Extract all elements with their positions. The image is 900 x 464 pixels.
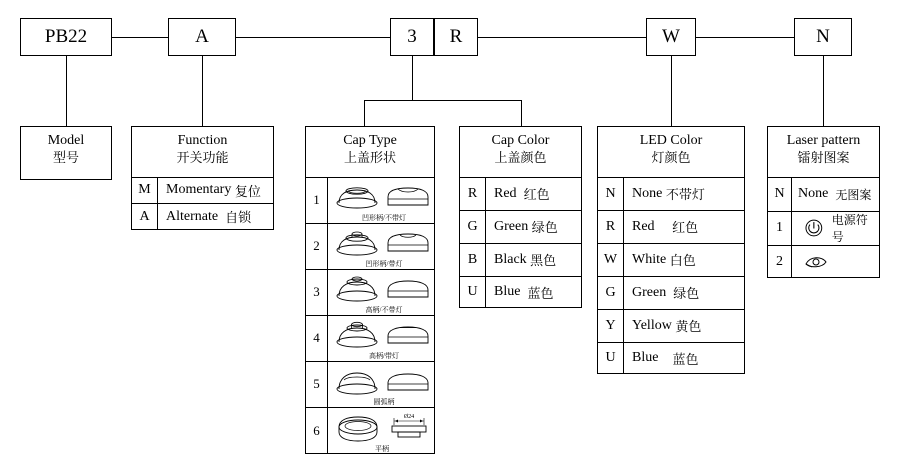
cap-type-pics-2 (328, 223, 434, 269)
connector-capcolor-ledcolor (478, 37, 646, 38)
code-box-laser-pattern (794, 18, 852, 56)
cap-color-code-g: G (460, 210, 486, 243)
leader-laser (823, 56, 824, 126)
panel-led-color-title-en: LED Color (639, 133, 703, 148)
panel-laser-pattern-title (768, 127, 879, 166)
panel-laser-pattern-title-cn: 镭射图案 (797, 150, 850, 165)
cap-color-code-u: U (460, 276, 486, 308)
led-color-en-w: White (632, 251, 667, 267)
cap-type-pics-5 (328, 361, 434, 407)
cap-type-caption-2: 凹形柄/带灯 (365, 260, 403, 268)
cap-color-label-r (486, 177, 581, 210)
cap-icon-concave-side-1 (386, 185, 430, 207)
leader-captype-branch (364, 100, 522, 101)
panel-cap-color-title-en: Cap Color (491, 133, 550, 148)
cap-type-row-5 (306, 361, 434, 407)
function-option-code-m: M (132, 177, 158, 203)
cap-icon-round-side-5 (386, 372, 430, 392)
panel-laser-pattern (767, 126, 880, 278)
cap-color-cn-u: 蓝色 (527, 285, 554, 301)
led-color-code-g: G (598, 276, 624, 309)
led-color-en-y: Yellow (632, 317, 672, 333)
cap-color-en-u: Blue (494, 284, 521, 299)
leader-captype-stem (412, 56, 413, 100)
laser-label-2 (792, 245, 879, 278)
cap-icon-tall-lit-side-4 (386, 324, 430, 345)
led-color-cn-r: 红色 (672, 220, 699, 235)
function-option-label-a (158, 203, 273, 230)
cap-color-row-r (460, 177, 581, 210)
code-box-cap-type (390, 18, 434, 56)
cap-type-row-6 (306, 407, 434, 454)
led-color-row-n (598, 177, 744, 210)
led-color-code-y: Y (598, 309, 624, 342)
cap-type-code-1: 1 (306, 177, 328, 223)
led-color-row-u (598, 342, 744, 374)
cap-type-code-4: 4 (306, 315, 328, 361)
led-color-cn-n: 不带灯 (665, 187, 705, 202)
cap-color-en-r: Red (494, 185, 517, 201)
cap-color-row-g (460, 210, 581, 243)
panel-led-color-title (598, 127, 744, 166)
led-color-en-u: Blue (632, 350, 659, 365)
svg-text:Ø24: Ø24 (403, 414, 415, 420)
laser-label-n (792, 177, 879, 211)
code-text-cap-type: 3 (407, 26, 417, 47)
function-option-row-m (132, 177, 273, 203)
laser-cn-n: 无图案 (835, 187, 872, 202)
cap-color-en-g: Green (494, 218, 529, 234)
function-option-cn-a: 自锁 (225, 210, 252, 225)
led-color-cn-u: 蓝色 (672, 351, 699, 367)
panel-function-title-cn: 开关功能 (176, 150, 229, 165)
code-text-function: A (195, 26, 209, 47)
eye-symbol-icon (804, 253, 828, 271)
led-color-label-r (624, 210, 744, 243)
laser-row-n (768, 177, 879, 211)
panel-cap-color (459, 126, 582, 308)
cap-color-label-b (486, 243, 581, 276)
led-color-row-r (598, 210, 744, 243)
code-text-laser-pattern: N (816, 26, 830, 47)
function-option-label-m (158, 177, 273, 203)
panel-led-color-title-cn: 灯颜色 (651, 150, 691, 165)
cap-icon-flat-3d-6 (336, 415, 380, 443)
panel-model-title-en: Model (47, 133, 85, 148)
power-symbol-icon (804, 218, 824, 238)
code-box-led-color (646, 18, 696, 56)
function-option-row-a (132, 203, 273, 230)
laser-row-2 (768, 245, 879, 278)
cap-type-row-3 (306, 269, 434, 315)
laser-code-2: 2 (768, 245, 792, 278)
laser-code-n: N (768, 177, 792, 211)
cap-color-code-r: R (460, 177, 486, 210)
laser-en-n: None (798, 186, 829, 201)
cap-icon-tall-3d-3 (334, 274, 380, 302)
led-color-code-w: W (598, 243, 624, 276)
cap-icon-tall-lit-3d-4 (334, 320, 380, 348)
cap-type-code-3: 3 (306, 269, 328, 315)
cap-color-row-u (460, 276, 581, 308)
function-option-code-a: A (132, 203, 158, 230)
cap-color-label-u (486, 276, 581, 308)
code-box-cap-color (434, 18, 478, 56)
cap-type-code-6: 6 (306, 407, 328, 454)
cap-type-caption-3: 高柄/不带灯 (365, 306, 403, 314)
cap-type-pics-3 (328, 269, 434, 315)
cap-type-caption-4: 高柄/带灯 (369, 352, 399, 360)
cap-type-pics-4 (328, 315, 434, 361)
cap-type-caption-1: 凹形柄/不带灯 (362, 214, 406, 222)
code-text-model: PB22 (44, 26, 88, 47)
led-color-label-u (624, 342, 744, 374)
panel-model (20, 126, 112, 180)
cap-type-code-2: 2 (306, 223, 328, 269)
cap-type-caption-5: 圆弧柄 (373, 398, 395, 406)
cap-color-row-b (460, 243, 581, 276)
cap-type-row-2 (306, 223, 434, 269)
cap-icon-concave-3d-1 (334, 183, 380, 209)
cap-type-pics-1 (328, 177, 434, 223)
cap-color-en-b: Black (494, 251, 527, 267)
cap-type-code-5: 5 (306, 361, 328, 407)
connector-model-function (112, 37, 168, 38)
led-color-en-n: None (632, 185, 663, 201)
connector-function-captype (236, 37, 390, 38)
code-box-model (20, 18, 112, 56)
panel-function (131, 126, 274, 230)
panel-cap-type (305, 126, 435, 454)
led-color-cn-g: 绿色 (673, 286, 700, 301)
led-color-cn-w: 白色 (669, 253, 696, 268)
panel-cap-type-title (306, 127, 434, 166)
cap-type-row-1 (306, 177, 434, 223)
code-text-led-color: W (662, 26, 680, 47)
function-option-cn-m: 复位 (234, 183, 261, 199)
cap-type-caption-6: 平柄 (375, 445, 389, 453)
led-color-en-g: Green (632, 284, 667, 300)
leader-model (66, 56, 67, 126)
led-color-code-u: U (598, 342, 624, 374)
led-color-row-g (598, 276, 744, 309)
led-color-en-r: Red (632, 218, 655, 234)
panel-cap-type-title-cn: 上盖形状 (343, 150, 396, 165)
laser-code-1: 1 (768, 211, 792, 245)
led-color-label-n (624, 177, 744, 210)
code-box-function (168, 18, 236, 56)
led-color-code-n: N (598, 177, 624, 210)
panel-led-color (597, 126, 745, 374)
function-option-en-a: Alternate (166, 208, 219, 224)
led-color-label-g (624, 276, 744, 309)
cap-icon-round-3d-5 (334, 369, 380, 395)
panel-model-title (21, 127, 111, 166)
laser-label-1 (792, 211, 879, 245)
panel-laser-pattern-title-en: Laser pattern (786, 133, 861, 148)
leader-captype-left (364, 100, 365, 126)
connector-ledcolor-laser (696, 37, 794, 38)
cap-color-cn-g: 绿色 (531, 220, 558, 235)
cap-icon-tall-side-3 (386, 278, 430, 299)
leader-capcolor-right (521, 100, 522, 126)
panel-function-title (132, 127, 273, 166)
laser-cn-1: 电源符号 (831, 213, 868, 244)
led-color-label-y (624, 309, 744, 342)
cap-type-row-4 (306, 315, 434, 361)
led-color-cn-y: 黄色 (675, 319, 702, 334)
panel-cap-type-title-en: Cap Type (343, 133, 397, 148)
led-color-code-r: R (598, 210, 624, 243)
cap-color-cn-b: 黑色 (530, 253, 557, 268)
function-option-en-m: Momentary (166, 182, 232, 197)
panel-cap-color-title-cn: 上盖颜色 (494, 150, 547, 165)
cap-icon-flat-side-6 (386, 409, 432, 449)
cap-icon-concave-lit-3d-2 (334, 228, 380, 256)
led-color-row-y (598, 309, 744, 342)
leader-function (202, 56, 203, 126)
panel-function-title-en: Function (177, 133, 228, 148)
led-color-row-w (598, 243, 744, 276)
cap-icon-concave-lit-side-2 (386, 231, 430, 253)
led-color-label-w (624, 243, 744, 276)
code-text-cap-color: R (449, 26, 463, 47)
cap-color-code-b: B (460, 243, 486, 276)
cap-type-pics-6 (328, 407, 434, 454)
laser-row-1 (768, 211, 879, 245)
panel-cap-color-title (460, 127, 581, 166)
cap-color-label-g (486, 210, 581, 243)
panel-model-title-cn: 型号 (52, 150, 79, 165)
cap-color-cn-r: 红色 (523, 187, 550, 202)
leader-ledcolor (671, 56, 672, 126)
